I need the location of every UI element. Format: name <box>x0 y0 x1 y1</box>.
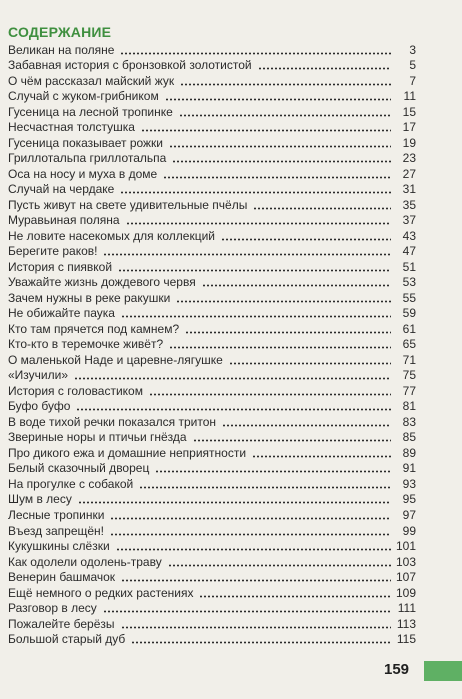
toc-entry-title: Несчастная толстушка <box>8 120 135 135</box>
toc-entry <box>8 103 416 119</box>
toc-entry <box>8 631 416 647</box>
toc-entry <box>8 181 416 197</box>
toc-entry-title: Не ловите насекомых для коллекций <box>8 228 216 243</box>
toc-entry-title: Белый сказочный дворец <box>8 461 150 476</box>
toc-entry-page: 95 <box>402 492 416 507</box>
toc-dot-leader <box>172 160 391 163</box>
toc-dot-leader <box>165 98 391 101</box>
toc-entry <box>8 150 416 166</box>
toc-entry-page: 113 <box>396 616 416 631</box>
toc-entry-title: Гусеница показывает рожки <box>8 135 164 150</box>
toc-entry-page: 5 <box>409 58 416 73</box>
toc-dot-leader <box>179 114 391 117</box>
toc-entry <box>8 212 416 228</box>
toc-entry-title: Уважайте жизнь дождевого червя <box>8 275 196 290</box>
toc-entry-title: О чём рассказал майский жук <box>8 73 175 88</box>
toc-entry <box>8 196 416 212</box>
toc-dot-leader <box>193 439 391 442</box>
toc-entry-page: 83 <box>402 414 416 429</box>
toc-dot-leader <box>131 641 391 644</box>
toc-entry-page: 43 <box>402 228 416 243</box>
toc-entry-page: 93 <box>402 476 416 491</box>
toc-entry <box>8 351 416 367</box>
toc-entry <box>8 600 416 616</box>
toc-dot-leader <box>110 533 391 536</box>
toc-entry <box>8 615 416 631</box>
toc-entry <box>8 72 416 88</box>
toc-dot-leader <box>103 253 391 256</box>
toc-dot-leader <box>202 284 391 287</box>
toc-entry-page: 7 <box>409 73 416 88</box>
toc-entry-title: На прогулке с собакой <box>8 476 134 491</box>
toc-entry-page: 85 <box>402 430 416 445</box>
toc-entry-title: Въезд запрещён! <box>8 523 105 538</box>
toc-entry <box>8 522 416 538</box>
toc-entry-page: 81 <box>402 399 416 414</box>
toc-dot-leader <box>76 408 391 411</box>
toc-entry-title: Лесные тропинки <box>8 507 105 522</box>
toc-dot-leader <box>120 191 391 194</box>
toc-entry <box>8 320 416 336</box>
toc-dot-leader <box>180 83 391 86</box>
toc-entry-title: Муравьиная поляна <box>8 213 120 228</box>
page-number: 159 <box>384 661 410 678</box>
toc-entry <box>8 553 416 569</box>
toc-entry-page: 89 <box>402 445 416 460</box>
toc-dot-leader <box>126 222 391 225</box>
toc-entry-title: Кто там прячется под камнем? <box>8 321 180 336</box>
toc-entry <box>8 398 416 414</box>
toc-entry-page: 47 <box>402 244 416 259</box>
toc-dot-leader <box>149 393 391 396</box>
toc-dot-leader <box>139 486 391 489</box>
toc-entry-title: Кто-кто в теремочке живёт? <box>8 337 164 352</box>
toc-entry-title: Ещё немного о редких растениях <box>8 585 194 600</box>
toc-entry-page: 11 <box>403 89 416 104</box>
toc-entry <box>8 413 416 429</box>
page-footer <box>0 657 462 683</box>
toc-dot-leader <box>163 176 391 179</box>
toc-entry-title: Пожалейте берёзы <box>8 616 115 631</box>
toc-dot-leader <box>229 362 391 365</box>
toc-entry-title: Случай на чердаке <box>8 182 115 197</box>
toc-entry-page: 99 <box>402 523 416 538</box>
toc-entry-title: История с пиявкой <box>8 259 113 274</box>
toc-entry <box>8 506 416 522</box>
toc-entry-page: 3 <box>409 42 416 57</box>
toc-dot-leader <box>141 129 391 132</box>
toc-dot-leader <box>169 145 391 148</box>
toc-entry <box>8 134 416 150</box>
toc-entry-page: 111 <box>397 601 416 616</box>
toc-entry-page: 61 <box>402 321 416 336</box>
toc-entry-page: 17 <box>402 120 416 135</box>
toc-entry-page: 91 <box>402 461 416 476</box>
toc-entry <box>8 165 416 181</box>
toc-entry-title: Разговор в лесу <box>8 601 97 616</box>
toc-entry-title: Кукушкины слёзки <box>8 539 110 554</box>
toc-entry-title: Венерин башмачок <box>8 570 116 585</box>
toc-entry <box>8 243 416 259</box>
toc-entry-page: 27 <box>402 166 416 181</box>
toc-list <box>8 41 416 646</box>
toc-entry-title: История с головастиком <box>8 383 143 398</box>
toc-entry <box>8 57 416 73</box>
toc-dot-leader <box>169 346 391 349</box>
toc-entry-page: 15 <box>402 104 416 119</box>
toc-entry-page: 37 <box>402 213 416 228</box>
toc-entry <box>8 444 416 460</box>
toc-dot-leader <box>176 300 391 303</box>
toc-entry-title: Шум в лесу <box>8 492 72 507</box>
toc-entry <box>8 41 416 57</box>
toc-entry-page: 103 <box>395 554 416 569</box>
toc-entry <box>8 227 416 243</box>
toc-entry <box>8 429 416 445</box>
toc-dot-leader <box>155 470 391 473</box>
toc-dot-leader <box>78 501 391 504</box>
toc-entry-page: 109 <box>395 585 416 600</box>
toc-entry-page: 75 <box>402 368 416 383</box>
toc-dot-leader <box>168 564 391 567</box>
toc-entry <box>8 258 416 274</box>
toc-entry-page: 97 <box>402 507 416 522</box>
toc-dot-leader <box>116 548 391 551</box>
toc-entry-title: Зачем нужны в реке ракушки <box>8 290 171 305</box>
toc-entry <box>8 569 416 585</box>
toc-entry-page: 65 <box>402 337 416 352</box>
footer-accent-bar <box>424 661 462 681</box>
toc-entry-title: Буфо буфо <box>8 399 71 414</box>
toc-entry-page: 55 <box>402 290 416 305</box>
toc-entry-page: 51 <box>402 259 416 274</box>
toc-entry-page: 53 <box>402 275 416 290</box>
toc-entry-title: Большой старый дуб <box>8 632 126 647</box>
toc-dot-leader <box>110 517 391 520</box>
toc-entry <box>8 491 416 507</box>
toc-entry <box>8 119 416 135</box>
toc-dot-leader <box>252 455 391 458</box>
toc-entry-page: 71 <box>402 352 416 367</box>
toc-dot-leader <box>253 207 391 210</box>
toc-entry <box>8 475 416 491</box>
toc-entry-title: О маленькой Наде и царевне-лягушке <box>8 352 223 367</box>
toc-entry-title: Берегите раков! <box>8 244 98 259</box>
toc-entry-page: 35 <box>402 197 416 212</box>
toc-entry-title: Не обижайте паука <box>8 306 115 321</box>
toc-entry-page: 23 <box>402 151 416 166</box>
toc-entry-title: Звериные норы и птичьи гнёзда <box>8 430 187 445</box>
toc-entry <box>8 382 416 398</box>
toc-dot-leader <box>74 377 391 380</box>
toc-title: СОДЕРЖАНИЕ <box>8 24 112 40</box>
toc-entry <box>8 305 416 321</box>
toc-entry-title: В воде тихой речки показался тритон <box>8 414 217 429</box>
toc-entry-title: «Изучили» <box>8 368 68 383</box>
toc-entry <box>8 336 416 352</box>
toc-dot-leader <box>121 579 391 582</box>
toc-entry-page: 31 <box>402 182 416 197</box>
toc-entry-title: Как одолели одолень-траву <box>8 554 162 569</box>
toc-dot-leader <box>103 610 391 613</box>
toc-dot-leader <box>222 424 391 427</box>
toc-entry-page: 101 <box>395 539 416 554</box>
toc-dot-leader <box>118 269 391 272</box>
toc-entry-title: Случай с жуком-грибником <box>8 89 159 104</box>
toc-entry <box>8 274 416 290</box>
toc-entry <box>8 584 416 600</box>
toc-entry-title: Великан на поляне <box>8 42 115 57</box>
toc-entry <box>8 460 416 476</box>
toc-entry-page: 77 <box>402 383 416 398</box>
toc-entry-title: Оса на носу и муха в доме <box>8 166 158 181</box>
toc-entry <box>8 289 416 305</box>
toc-entry <box>8 367 416 383</box>
toc-entry-title: Про дикого ежа и домашние неприятности <box>8 445 247 460</box>
toc-dot-leader <box>258 67 391 70</box>
toc-dot-leader <box>121 315 391 318</box>
toc-dot-leader <box>185 331 391 334</box>
toc-entry <box>8 538 416 554</box>
toc-entry-title: Забавная история с бронзовкой золотистой <box>8 58 252 73</box>
toc-dot-leader <box>121 626 392 629</box>
toc-entry-page: 19 <box>402 135 416 150</box>
toc-dot-leader <box>199 595 391 598</box>
toc-dot-leader <box>120 52 391 55</box>
toc-dot-leader <box>221 238 391 241</box>
toc-entry-title: Гриллотальпа гриллотальпа <box>8 151 167 166</box>
toc-entry-page: 115 <box>396 632 416 647</box>
toc-entry-title: Гусеница на лесной тропинке <box>8 104 173 119</box>
toc-entry <box>8 88 416 104</box>
toc-entry-title: Пусть живут на свете удивительные пчёлы <box>8 197 248 212</box>
toc-entry-page: 59 <box>402 306 416 321</box>
toc-entry-page: 107 <box>395 570 416 585</box>
